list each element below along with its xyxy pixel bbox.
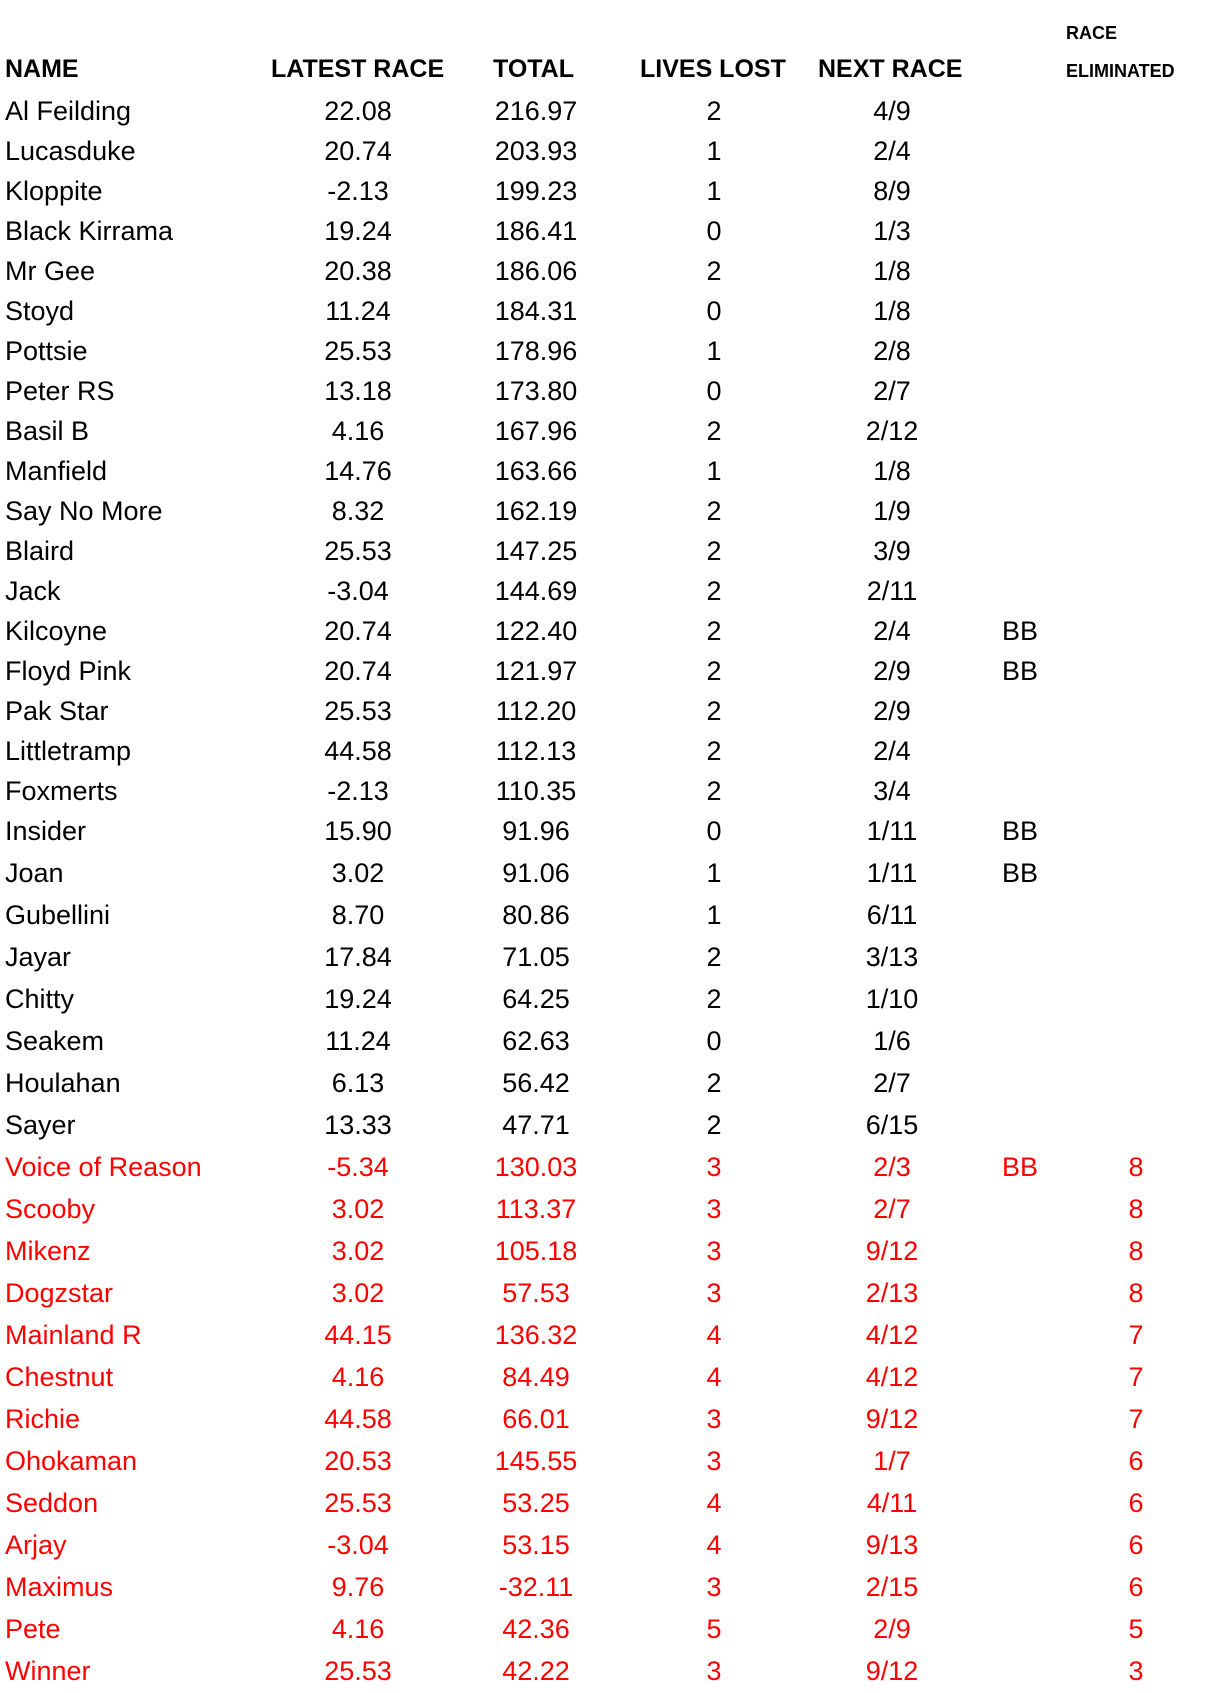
table-row	[0, 1105, 1210, 1145]
table-row	[0, 1231, 1210, 1271]
next-race-cell: 2/13	[865, 1278, 919, 1308]
table-row	[0, 131, 1210, 171]
name-cell: Kloppite	[5, 176, 103, 206]
latest-race-cell: 13.33	[324, 1110, 392, 1140]
latest-race-cell: 20.74	[324, 656, 392, 686]
table-row	[0, 171, 1210, 211]
next-race-cell: 1/8	[873, 456, 911, 486]
next-race-cell: 1/7	[873, 1446, 911, 1476]
latest-race-cell: 25.53	[324, 536, 392, 566]
name-cell: Basil B	[5, 416, 90, 446]
total-cell: 66.01	[502, 1404, 570, 1434]
lives-lost-cell: 2	[706, 942, 722, 972]
total-cell: 162.19	[494, 496, 578, 526]
table-row	[0, 771, 1210, 811]
name-cell: Floyd Pink	[5, 656, 132, 686]
table-row	[0, 731, 1210, 771]
name-cell: Black Kirrama	[5, 216, 174, 246]
next-race-cell: 3/4	[873, 776, 911, 806]
total-cell: 144.69	[494, 576, 578, 606]
name-cell: Seddon	[5, 1488, 99, 1518]
next-race-cell: 8/9	[873, 176, 911, 206]
latest-race-cell: 14.76	[324, 456, 392, 486]
next-race-cell: 4/9	[873, 96, 911, 126]
name-cell: Mikenz	[5, 1236, 91, 1266]
latest-race-cell: 9.76	[331, 1572, 385, 1602]
total-cell: 91.06	[502, 858, 570, 888]
lives-lost-cell: 1	[706, 900, 722, 930]
next-race-cell: 2/4	[873, 616, 911, 646]
name-cell: Gubellini	[5, 900, 111, 930]
next-race-cell: 2/15	[865, 1572, 919, 1602]
total-cell: 113.37	[495, 1194, 577, 1224]
table-row	[0, 211, 1210, 251]
total-cell: 53.25	[502, 1488, 570, 1518]
name-cell: Jayar	[5, 942, 72, 972]
table-row	[0, 1399, 1210, 1439]
lives-lost-cell: 2	[706, 96, 722, 126]
lives-lost-cell: 2	[706, 1110, 722, 1140]
total-cell: 105.18	[494, 1236, 578, 1266]
note-cell: BB	[1002, 656, 1039, 686]
next-race-cell: 2/4	[873, 136, 911, 166]
lives-lost-cell: 3	[706, 1194, 722, 1224]
next-race-cell: 2/4	[873, 736, 911, 766]
next-race-cell: 9/12	[865, 1236, 919, 1266]
lives-lost-cell: 0	[706, 376, 722, 406]
latest-race-cell: 25.53	[324, 336, 392, 366]
table-row	[0, 1483, 1210, 1523]
race-eliminated-cell: 7	[1128, 1362, 1144, 1392]
race-eliminated-cell: 7	[1128, 1320, 1144, 1350]
next-race-cell: 1/3	[873, 216, 911, 246]
name-cell: Lucasduke	[5, 136, 136, 166]
table-row	[0, 1651, 1210, 1691]
next-race-cell: 1/11	[866, 858, 918, 888]
latest-race-cell: 20.53	[324, 1446, 392, 1476]
latest-race-cell: 11.24	[325, 1026, 391, 1056]
lives-lost-cell: 2	[706, 576, 722, 606]
race-eliminated-cell: 8	[1128, 1194, 1144, 1224]
latest-race-cell: 6.13	[331, 1068, 385, 1098]
latest-race-cell: 15.90	[324, 816, 392, 846]
total-cell: 178.96	[494, 336, 578, 366]
lives-lost-cell: 3	[706, 1236, 722, 1266]
latest-race-cell: 25.53	[324, 696, 392, 726]
next-race-cell: 1/9	[873, 496, 911, 526]
next-race-cell: 2/12	[865, 416, 919, 446]
header-race-eliminated-line1: RACE	[1066, 23, 1118, 43]
table-row	[0, 1021, 1210, 1061]
table-row	[0, 1063, 1210, 1103]
header-latest-race: LATEST RACE	[271, 55, 445, 83]
lives-lost-cell: 2	[706, 1068, 722, 1098]
lives-lost-cell: 2	[706, 496, 722, 526]
next-race-cell: 1/6	[873, 1026, 911, 1056]
note-cell: BB	[1002, 1152, 1039, 1182]
race-eliminated-cell: 8	[1128, 1278, 1144, 1308]
lives-lost-cell: 3	[706, 1404, 722, 1434]
name-cell: Joan	[5, 858, 64, 888]
total-cell: 186.06	[494, 256, 578, 286]
total-cell: 110.35	[495, 776, 577, 806]
next-race-cell: 9/12	[865, 1404, 919, 1434]
latest-race-cell: 44.58	[324, 736, 392, 766]
note-cell: BB	[1002, 816, 1039, 846]
lives-lost-cell: 2	[706, 536, 722, 566]
lives-lost-cell: 0	[706, 1026, 722, 1056]
header-lives-lost: LIVES LOST	[640, 55, 786, 83]
header-name: NAME	[5, 55, 79, 83]
next-race-cell: 2/9	[873, 696, 911, 726]
next-race-cell: 2/9	[873, 1614, 911, 1644]
table-row	[0, 1567, 1210, 1607]
total-cell: 57.53	[502, 1278, 570, 1308]
next-race-cell: 2/7	[873, 1194, 911, 1224]
table-row	[0, 811, 1210, 851]
race-eliminated-cell: 3	[1128, 1656, 1144, 1686]
next-race-cell: 3/9	[873, 536, 911, 566]
race-eliminated-cell: 6	[1128, 1488, 1144, 1518]
race-eliminated-cell: 7	[1128, 1404, 1144, 1434]
lives-lost-cell: 1	[706, 136, 722, 166]
lives-lost-cell: 4	[706, 1530, 722, 1560]
table-row	[0, 491, 1210, 531]
table-row	[0, 451, 1210, 491]
latest-race-cell: 8.70	[331, 900, 385, 930]
name-cell: Dogzstar	[5, 1278, 114, 1308]
latest-race-cell: 3.02	[331, 1236, 385, 1266]
race-eliminated-cell: 6	[1128, 1446, 1144, 1476]
latest-race-cell: 4.16	[331, 416, 385, 446]
latest-race-cell: 19.24	[324, 216, 392, 246]
next-race-cell: 2/9	[873, 656, 911, 686]
latest-race-cell: 11.24	[325, 296, 391, 326]
lives-lost-cell: 3	[706, 1152, 722, 1182]
total-cell: 62.63	[502, 1026, 570, 1056]
table-row	[0, 411, 1210, 451]
latest-race-cell: 13.18	[324, 376, 392, 406]
race-eliminated-cell: 8	[1128, 1236, 1144, 1266]
latest-race-cell: 4.16	[331, 1614, 385, 1644]
header-total: TOTAL	[493, 55, 575, 83]
name-cell: Peter RS	[5, 376, 115, 406]
lives-lost-cell: 2	[706, 736, 722, 766]
next-race-cell: 9/13	[865, 1530, 919, 1560]
total-cell: 199.23	[494, 176, 578, 206]
total-cell: 122.40	[494, 616, 578, 646]
latest-race-cell: 4.16	[331, 1362, 385, 1392]
latest-race-cell: 20.74	[324, 136, 392, 166]
table-row	[0, 1147, 1210, 1187]
table-row	[0, 291, 1210, 331]
latest-race-cell: 20.74	[324, 616, 392, 646]
name-cell: Seakem	[5, 1026, 105, 1056]
table-row	[0, 853, 1210, 893]
name-cell: Foxmerts	[5, 776, 118, 806]
total-cell: 147.25	[494, 536, 578, 566]
lives-lost-cell: 4	[706, 1362, 722, 1392]
latest-race-cell: -2.13	[327, 776, 389, 806]
header-next-race: NEXT RACE	[818, 55, 963, 83]
latest-race-cell: -3.04	[327, 1530, 389, 1560]
table-row	[0, 691, 1210, 731]
note-cell: BB	[1002, 616, 1039, 646]
latest-race-cell: -5.34	[327, 1152, 389, 1182]
total-cell: 53.15	[502, 1530, 570, 1560]
next-race-cell: 6/15	[865, 1110, 919, 1140]
name-cell: Littletramp	[5, 736, 132, 766]
note-cell: BB	[1002, 858, 1039, 888]
lives-lost-cell: 1	[706, 456, 722, 486]
latest-race-cell: 8.32	[331, 496, 385, 526]
lives-lost-cell: 2	[706, 616, 722, 646]
lives-lost-cell: 2	[706, 984, 722, 1014]
name-cell: Jack	[5, 576, 61, 606]
latest-race-cell: 3.02	[331, 858, 385, 888]
table-row	[0, 1609, 1210, 1649]
latest-race-cell: -2.13	[327, 176, 389, 206]
total-cell: -32.11	[498, 1572, 574, 1602]
latest-race-cell: -3.04	[327, 576, 389, 606]
next-race-cell: 6/11	[866, 900, 918, 930]
total-cell: 42.22	[502, 1656, 570, 1686]
total-cell: 64.25	[502, 984, 570, 1014]
table-row	[0, 651, 1210, 691]
lives-lost-cell: 2	[706, 656, 722, 686]
table-row	[0, 1315, 1210, 1355]
table-row	[0, 979, 1210, 1019]
lives-lost-cell: 0	[706, 296, 722, 326]
total-cell: 130.03	[494, 1152, 578, 1182]
total-cell: 136.32	[494, 1320, 578, 1350]
header-race-eliminated-line2: ELIMINATED	[1066, 61, 1175, 81]
latest-race-cell: 17.84	[324, 942, 392, 972]
next-race-cell: 1/11	[866, 816, 918, 846]
table-row	[0, 1525, 1210, 1565]
lives-lost-cell: 5	[706, 1614, 722, 1644]
next-race-cell: 4/12	[865, 1320, 919, 1350]
race-eliminated-cell: 8	[1128, 1152, 1144, 1182]
total-cell: 56.42	[502, 1068, 570, 1098]
race-eliminated-cell: 6	[1128, 1572, 1144, 1602]
next-race-cell: 4/11	[866, 1488, 918, 1518]
next-race-cell: 3/13	[865, 942, 919, 972]
lives-lost-cell: 3	[706, 1572, 722, 1602]
name-cell: Richie	[5, 1404, 81, 1434]
next-race-cell: 4/12	[865, 1362, 919, 1392]
latest-race-cell: 44.58	[324, 1404, 392, 1434]
name-cell: Ohokaman	[5, 1446, 138, 1476]
name-cell: Stoyd	[5, 296, 75, 326]
next-race-cell: 2/7	[873, 376, 911, 406]
total-cell: 47.71	[502, 1110, 570, 1140]
total-cell: 163.66	[494, 456, 578, 486]
name-cell: Al Feilding	[5, 96, 132, 126]
name-cell: Say No More	[5, 496, 163, 526]
race-eliminated-cell: 5	[1128, 1614, 1144, 1644]
next-race-cell: 9/12	[865, 1656, 919, 1686]
lives-lost-cell: 1	[706, 176, 722, 206]
name-cell: Manfield	[5, 456, 108, 486]
lives-lost-cell: 1	[706, 858, 722, 888]
name-cell: Arjay	[5, 1530, 67, 1560]
total-cell: 112.13	[495, 736, 577, 766]
table-row	[0, 611, 1210, 651]
total-cell: 184.31	[494, 296, 578, 326]
latest-race-cell: 22.08	[324, 96, 392, 126]
table-row	[0, 531, 1210, 571]
name-cell: Pak Star	[5, 696, 109, 726]
total-cell: 145.55	[494, 1446, 578, 1476]
lives-lost-cell: 3	[706, 1278, 722, 1308]
name-cell: Sayer	[5, 1110, 76, 1140]
table-row	[0, 1357, 1210, 1397]
name-cell: Mainland R	[5, 1320, 142, 1350]
name-cell: Chitty	[5, 984, 75, 1014]
table-row	[0, 1441, 1210, 1481]
next-race-cell: 2/11	[866, 576, 918, 606]
table-row	[0, 1189, 1210, 1229]
table-row	[0, 895, 1210, 935]
table-row	[0, 91, 1210, 131]
next-race-cell: 1/8	[873, 256, 911, 286]
next-race-cell: 2/3	[873, 1152, 911, 1182]
latest-race-cell: 3.02	[331, 1278, 385, 1308]
lives-lost-cell: 3	[706, 1446, 722, 1476]
table-row	[0, 331, 1210, 371]
latest-race-cell: 19.24	[324, 984, 392, 1014]
total-cell: 216.97	[494, 96, 578, 126]
name-cell: Scooby	[5, 1194, 96, 1224]
lives-lost-cell: 0	[706, 816, 722, 846]
next-race-cell: 1/10	[865, 984, 919, 1014]
lives-lost-cell: 2	[706, 256, 722, 286]
total-cell: 84.49	[502, 1362, 570, 1392]
table-row	[0, 371, 1210, 411]
lives-lost-cell: 4	[706, 1488, 722, 1518]
name-cell: Maximus	[5, 1572, 114, 1602]
total-cell: 203.93	[494, 136, 578, 166]
total-cell: 42.36	[502, 1614, 570, 1644]
name-cell: Insider	[5, 816, 87, 846]
total-cell: 80.86	[502, 900, 570, 930]
name-cell: Pete	[5, 1614, 61, 1644]
table-row	[0, 571, 1210, 611]
lives-lost-cell: 2	[706, 416, 722, 446]
total-cell: 186.41	[494, 216, 578, 246]
total-cell: 112.20	[495, 696, 577, 726]
name-cell: Winner	[5, 1656, 91, 1686]
next-race-cell: 2/8	[873, 336, 911, 366]
next-race-cell: 2/7	[873, 1068, 911, 1098]
name-cell: Kilcoyne	[5, 616, 108, 646]
name-cell: Blaird	[5, 536, 75, 566]
latest-race-cell: 25.53	[324, 1656, 392, 1686]
name-cell: Houlahan	[5, 1068, 121, 1098]
race-eliminated-cell: 6	[1128, 1530, 1144, 1560]
total-cell: 91.96	[502, 816, 570, 846]
latest-race-cell: 3.02	[331, 1194, 385, 1224]
total-cell: 71.05	[502, 942, 570, 972]
total-cell: 173.80	[494, 376, 578, 406]
next-race-cell: 1/8	[873, 296, 911, 326]
table-row	[0, 1273, 1210, 1313]
name-cell: Mr Gee	[5, 256, 96, 286]
total-cell: 121.97	[494, 656, 578, 686]
lives-lost-cell: 2	[706, 696, 722, 726]
name-cell: Voice of Reason	[5, 1152, 202, 1182]
table-row	[0, 251, 1210, 291]
lives-lost-cell: 3	[706, 1656, 722, 1686]
lives-lost-cell: 0	[706, 216, 722, 246]
lives-lost-cell: 1	[706, 336, 722, 366]
name-cell: Chestnut	[5, 1362, 114, 1392]
latest-race-cell: 20.38	[324, 256, 392, 286]
table-row	[0, 937, 1210, 977]
name-cell: Pottsie	[5, 336, 88, 366]
lives-lost-cell: 2	[706, 776, 722, 806]
total-cell: 167.96	[494, 416, 578, 446]
latest-race-cell: 25.53	[324, 1488, 392, 1518]
lives-lost-cell: 4	[706, 1320, 722, 1350]
latest-race-cell: 44.15	[324, 1320, 392, 1350]
